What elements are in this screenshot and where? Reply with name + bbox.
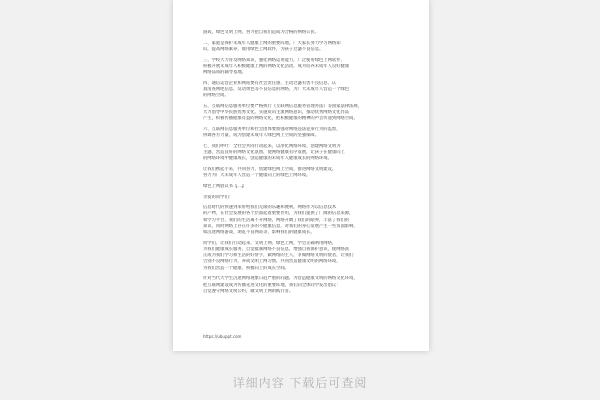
document-line: 三、学校大力普及网络知识，强化网络运用能力，广泛使用绿色上网软件， [203, 57, 345, 63]
document-line: 的网络环境中健康成长，创造健康的未成年人健康成长的网络环境。 [203, 156, 332, 162]
document-line: 告别不良网络行为，养成文明上网习惯，共同营造健康文明的网络环境， [203, 259, 341, 265]
document-line: 针对当代大学生沉迷网络现象日趋严重的问题，为营造健康文明的网络文化环境， [203, 276, 358, 282]
document-line: 如沉迷网络游戏、浏览不良网站等，影响我们的健康成长。 [203, 230, 315, 236]
document-line: 和学习平台，我们的生活离不开网络，网络开阔了我们的眼界，丰富了我们的 [203, 217, 350, 223]
document-line: 产生，积极传播健康有益的网络文化，把积极健康的精神的声音传递到网络空间。 [203, 116, 358, 122]
document-line: 信息时代的快速到来带给我们无限的乐趣和便利，网络作为以信息技术 [203, 205, 337, 211]
document-line: 的网络空间。 [203, 93, 229, 99]
document-paragraph [203, 127, 403, 139]
document-paragraph [203, 167, 403, 179]
document-line: 七、我们呼吁：全社会共同行动起来，以净化网络环境、创建网络文明为 [203, 143, 341, 149]
document-line: 网络品质的辅导基地。 [203, 70, 246, 76]
document-line: 为我们健康成长服务，自觉抵制网络不良信息，增强自我保护意识，使网络真 [203, 246, 350, 252]
document-line: 努力为广大未成年人营造一个健康向上的绿色上网环境。 [203, 173, 311, 179]
document-paragraph [203, 144, 403, 163]
document-line: 把互联网建设成为传播先进文化的重要阵地，我们向全体同学发出倡议： [203, 282, 341, 288]
document-footer-url: https://ubuppt.com [203, 334, 242, 339]
document-paragraph [203, 41, 403, 53]
document-line: 真清查网吧信息，反动黄色等不良信息的网络，为广大未成年人营造一个绿色 [203, 86, 350, 92]
document-paragraph [203, 81, 403, 100]
document-line: 的产物，在社会发展的各个层面起着重要作用，为我们提供了广阔的信息来源， [203, 211, 354, 217]
document-paragraph [203, 58, 403, 77]
document-line: 二、家庭是保护未成年人健康上网的重要阵地。广大家长努力学习网络知 [203, 40, 341, 46]
document-paragraph [203, 205, 403, 236]
document-line: 主题，营造良好的网络文化氛围，使网络健康有序发展，让孩子在健康向上 [203, 150, 345, 156]
document-line: 游戏，绿色文明上网，努力把自我们造成为合格的网络公民。 [203, 30, 320, 35]
document-line: 亲爱的同学们： [203, 194, 234, 200]
document-paragraph [203, 104, 403, 123]
document-line: 为我们营造一个健康、积极向上的成长空间。 [203, 265, 289, 271]
document-line: 五、互联网信息服务单位要严格执行《互联网信息服务管理办法》等国家法律法规， [203, 103, 362, 109]
document-line: 四、通信运营企业和网站要有社会责任感，主动过滤有害不良信息，认 [203, 80, 337, 86]
document-line: 正成为我们学习和生活的好帮手，做网络的主人，争做网络文明的使者，让我们 [203, 253, 354, 259]
download-prompt[interactable]: 详细内容 下载后可查阅 [232, 376, 368, 390]
document-line: 协调各方力量，成为创建未成年人绿色网上空间的坚强保障。 [203, 133, 320, 139]
document-line: 自觉遵守网络文明公约，做文明上网的践行者。 [203, 288, 294, 294]
document-line: 绿色上网倡议书【二】 [203, 183, 246, 189]
document-page [173, 0, 429, 351]
document-paragraph [203, 276, 403, 295]
document-line: 同学们，让我们行动起来，文明上网、绿色上网，学会正确利用网络， [203, 240, 337, 246]
document-line: 识，提高网络素养，使用绿色上网软件，为孩子过滤不良信息。 [203, 46, 324, 52]
document-line: 积极开展未成年人积极健康上网的网络文化活动，成为培养未成年人良好健康 [203, 63, 350, 69]
document-body [203, 30, 403, 295]
document-line: 六、互联网信息服务单位和社会团体要加强对网络违法犯罪行为的监督， [203, 126, 341, 132]
document-line: 知识，同时网络上存在许多的不健康信息，对我们的身心发展产生一些负面影响， [203, 223, 358, 229]
document-paragraph [203, 241, 403, 272]
document-line: 大力倡导中华民族优秀文化，实施资讯主流网络意识，推动优秀网络文化作品 [203, 110, 350, 116]
document-line: 让我们携起手来，共同努力，创建绿色网上空间，推进网络文明建设， [203, 166, 337, 172]
